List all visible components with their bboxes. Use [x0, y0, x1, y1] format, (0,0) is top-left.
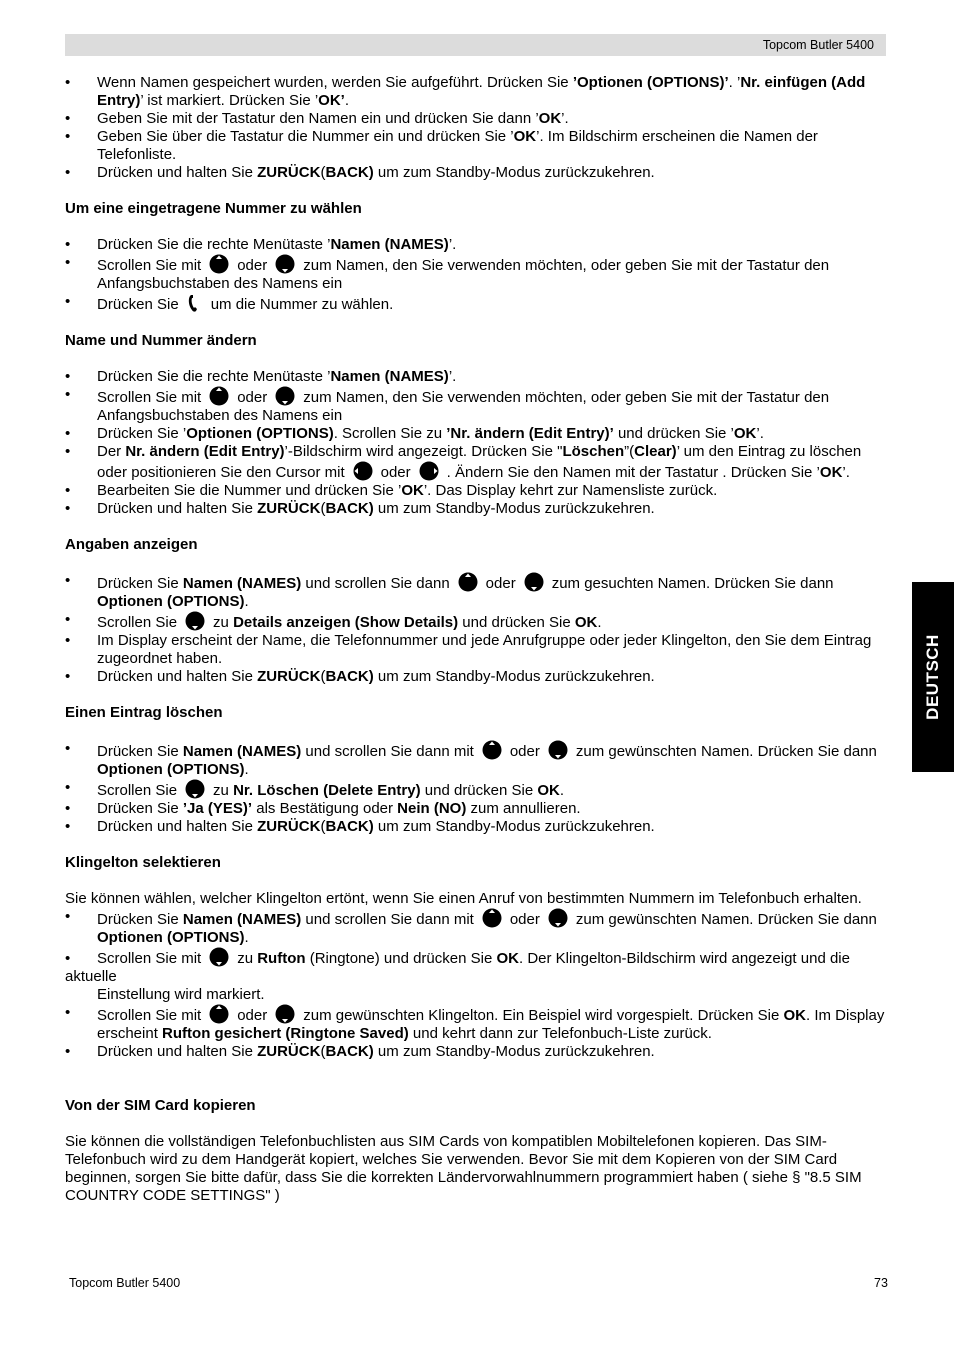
list-item: • Wenn Namen gespeichert wurden, werden Sie aufgeführt. Drücken Sie ’Optionen (OPTIONS)’. ’Nr. einfügen (Add Entry)’ ist markiert. Drücken Sie ’OK’. [65, 74, 885, 110]
details-list [65, 572, 885, 686]
nav-down-icon [209, 947, 229, 967]
list-item: • Drücken Sie um die Nummer zu wählen. [65, 293, 885, 314]
list-item: • Im Display erscheint der Name, die Telefonnummer und jede Anrufgruppe oder jeder Klingelton, den Sie dem Eintrag zugeordnet haben. [65, 632, 885, 668]
intro-list [65, 74, 885, 182]
nav-up-icon [209, 1004, 229, 1024]
section-heading: Angaben anzeigen [65, 536, 198, 553]
nav-down-icon [275, 254, 295, 274]
nav-down-icon [185, 779, 205, 799]
language-tab-label: DEUTSCH [923, 634, 942, 720]
list-item: • Drücken Sie Namen (NAMES) und scrollen Sie dann oder zum gesuchten Namen. Drücken Sie dann Optionen (OPTIONS). [65, 572, 885, 611]
language-tab [912, 582, 954, 772]
nav-up-icon [458, 572, 478, 592]
list-item: • Geben Sie über die Tastatur die Nummer ein und drücken Sie ’OK’. Im Bildschirm erscheinen die Namen der Telefonliste. [65, 128, 885, 164]
paragraph: Sie können wählen, welcher Klingelton ertönt, wenn Sie einen Anruf von bestimmten Nummern im Telefonbuch erhalten. [65, 890, 862, 907]
handset-call-icon [187, 293, 203, 313]
ringtone-list [65, 908, 885, 947]
nav-right-icon [419, 461, 439, 481]
nav-up-icon [482, 908, 502, 928]
page-number: 73 [874, 1276, 888, 1290]
list-item: • Scrollen Sie mit oder zum Namen, den Sie verwenden möchten, oder geben Sie mit der Tastatur den Anfangsbuchstaben des Namens ein [65, 254, 885, 293]
section-heading: Um eine eingetragene Nummer zu wählen [65, 200, 362, 217]
nav-down-icon [185, 611, 205, 631]
nav-down-icon [548, 740, 568, 760]
nav-left-icon [353, 461, 373, 481]
ringtone-list-2 [65, 1004, 885, 1061]
section-heading: Einen Eintrag löschen [65, 704, 223, 721]
header-bar [65, 34, 886, 56]
list-item: • Drücken Sie Namen (NAMES) und scrollen Sie dann mit oder zum gewünschten Namen. Drücken Sie dann Optionen (OPTIONS). [65, 908, 885, 947]
list-item: • Bearbeiten Sie die Nummer und drücken Sie ’OK’. Das Display kehrt zur Namensliste zurück. [65, 482, 885, 500]
footer-title: Topcom Butler 5400 [69, 1276, 181, 1290]
section-heading: Klingelton selektieren [65, 854, 221, 871]
nav-down-icon [524, 572, 544, 592]
nav-down-icon [275, 1004, 295, 1024]
list-item: • Drücken Sie die rechte Menütaste ’Namen (NAMES)’. [65, 368, 885, 386]
section-heading: Name und Nummer ändern [65, 332, 257, 349]
list-item: • Drücken Sie ’Ja (YES)’ als Bestätigung oder Nein (NO) zum annullieren. [65, 800, 885, 818]
list-item: • Drücken und halten Sie ZURÜCK(BACK) um zum Standby-Modus zurückzukehren. [65, 818, 885, 836]
list-item: • Drücken Sie die rechte Menütaste ’Namen (NAMES)’. [65, 236, 885, 254]
nav-up-icon [482, 740, 502, 760]
nav-down-icon [548, 908, 568, 928]
edit-list [65, 368, 885, 518]
list-item: • Scrollen Sie mit oder zum gewünschten Klingelton. Ein Beispiel wird vorgespielt. Drücken Sie OK. Im Display erscheint Rufton gesichert (Ringtone Saved) und kehrt dann zur Telefonbuch-Liste zurück. [65, 1004, 885, 1043]
nav-down-icon [275, 386, 295, 406]
list-item: • Drücken Sie ’Optionen (OPTIONS). Scrollen Sie zu ’Nr. ändern (Edit Entry)’ und drücken Sie ’OK’. [65, 425, 885, 443]
list-item: • Drücken und halten Sie ZURÜCK(BACK) um zum Standby-Modus zurückzukehren. [65, 1043, 885, 1061]
section-heading: Von der SIM Card kopieren [65, 1097, 256, 1114]
list-item: • Drücken Sie Namen (NAMES) und scrollen Sie dann mit oder zum gewünschten Namen. Drücken Sie dann Optionen (OPTIONS). [65, 740, 885, 779]
page-content [65, 74, 885, 1205]
paragraph: Sie können die vollständigen Telefonbuchlisten aus SIM Cards von kompatiblen Mobiltelefonen kopieren. Das SIM-Telefonbuch wird zu dem Handgerät kopiert, welches Sie verwenden. Bevor Sie mit dem Kopieren von der SIM Card beginnen, sorgen Sie bitte dafür, dass Sie die korrekten Ländervorwahlnummern programmiert haben ( siehe § "8.5 SIM COUNTRY CODE SETTINGS" ) [65, 1133, 862, 1204]
header-title: Topcom Butler 5400 [762, 38, 874, 52]
list-item: • Drücken und halten Sie ZURÜCK(BACK) um zum Standby-Modus zurückzukehren. [65, 500, 885, 518]
list-item: • Der Nr. ändern (Edit Entry)’-Bildschirm wird angezeigt. Drücken Sie "Löschen”(Clear)’ um den Eintrag zu löschen oder positionieren Sie den Cursor mit oder . Ändern Sie den Namen mit der Tastatur . Drücken Sie ’OK’. [65, 443, 885, 482]
list-item: • Scrollen Sie zu Details anzeigen (Show Details) und drücken Sie OK. [65, 611, 885, 632]
list-item: • Scrollen Sie mit oder zum Namen, den Sie verwenden möchten, oder geben Sie mit der Tastatur den Anfangsbuchstaben des Namens ein [65, 386, 885, 425]
list-item: • Scrollen Sie zu Nr. Löschen (Delete Entry) und drücken Sie OK. [65, 779, 885, 800]
nav-up-icon [209, 254, 229, 274]
list-item: • Drücken und halten Sie ZURÜCK(BACK) um zum Standby-Modus zurückzukehren. [65, 164, 885, 182]
list-item: • Drücken und halten Sie ZURÜCK(BACK) um zum Standby-Modus zurückzukehren. [65, 668, 885, 686]
nav-up-icon [209, 386, 229, 406]
list-item: • Scrollen Sie mit zu Rufton (Ringtone) und drücken Sie OK. Der Klingelton-Bildschirm wird angezeigt und die aktuelle [65, 947, 885, 986]
list-item: • Geben Sie mit der Tastatur den Namen ein und drücken Sie dann ’OK’. [65, 110, 885, 128]
list-item-continuation: Einstellung wird markiert. [97, 986, 265, 1003]
delete-list [65, 740, 885, 836]
dial-list [65, 236, 885, 314]
